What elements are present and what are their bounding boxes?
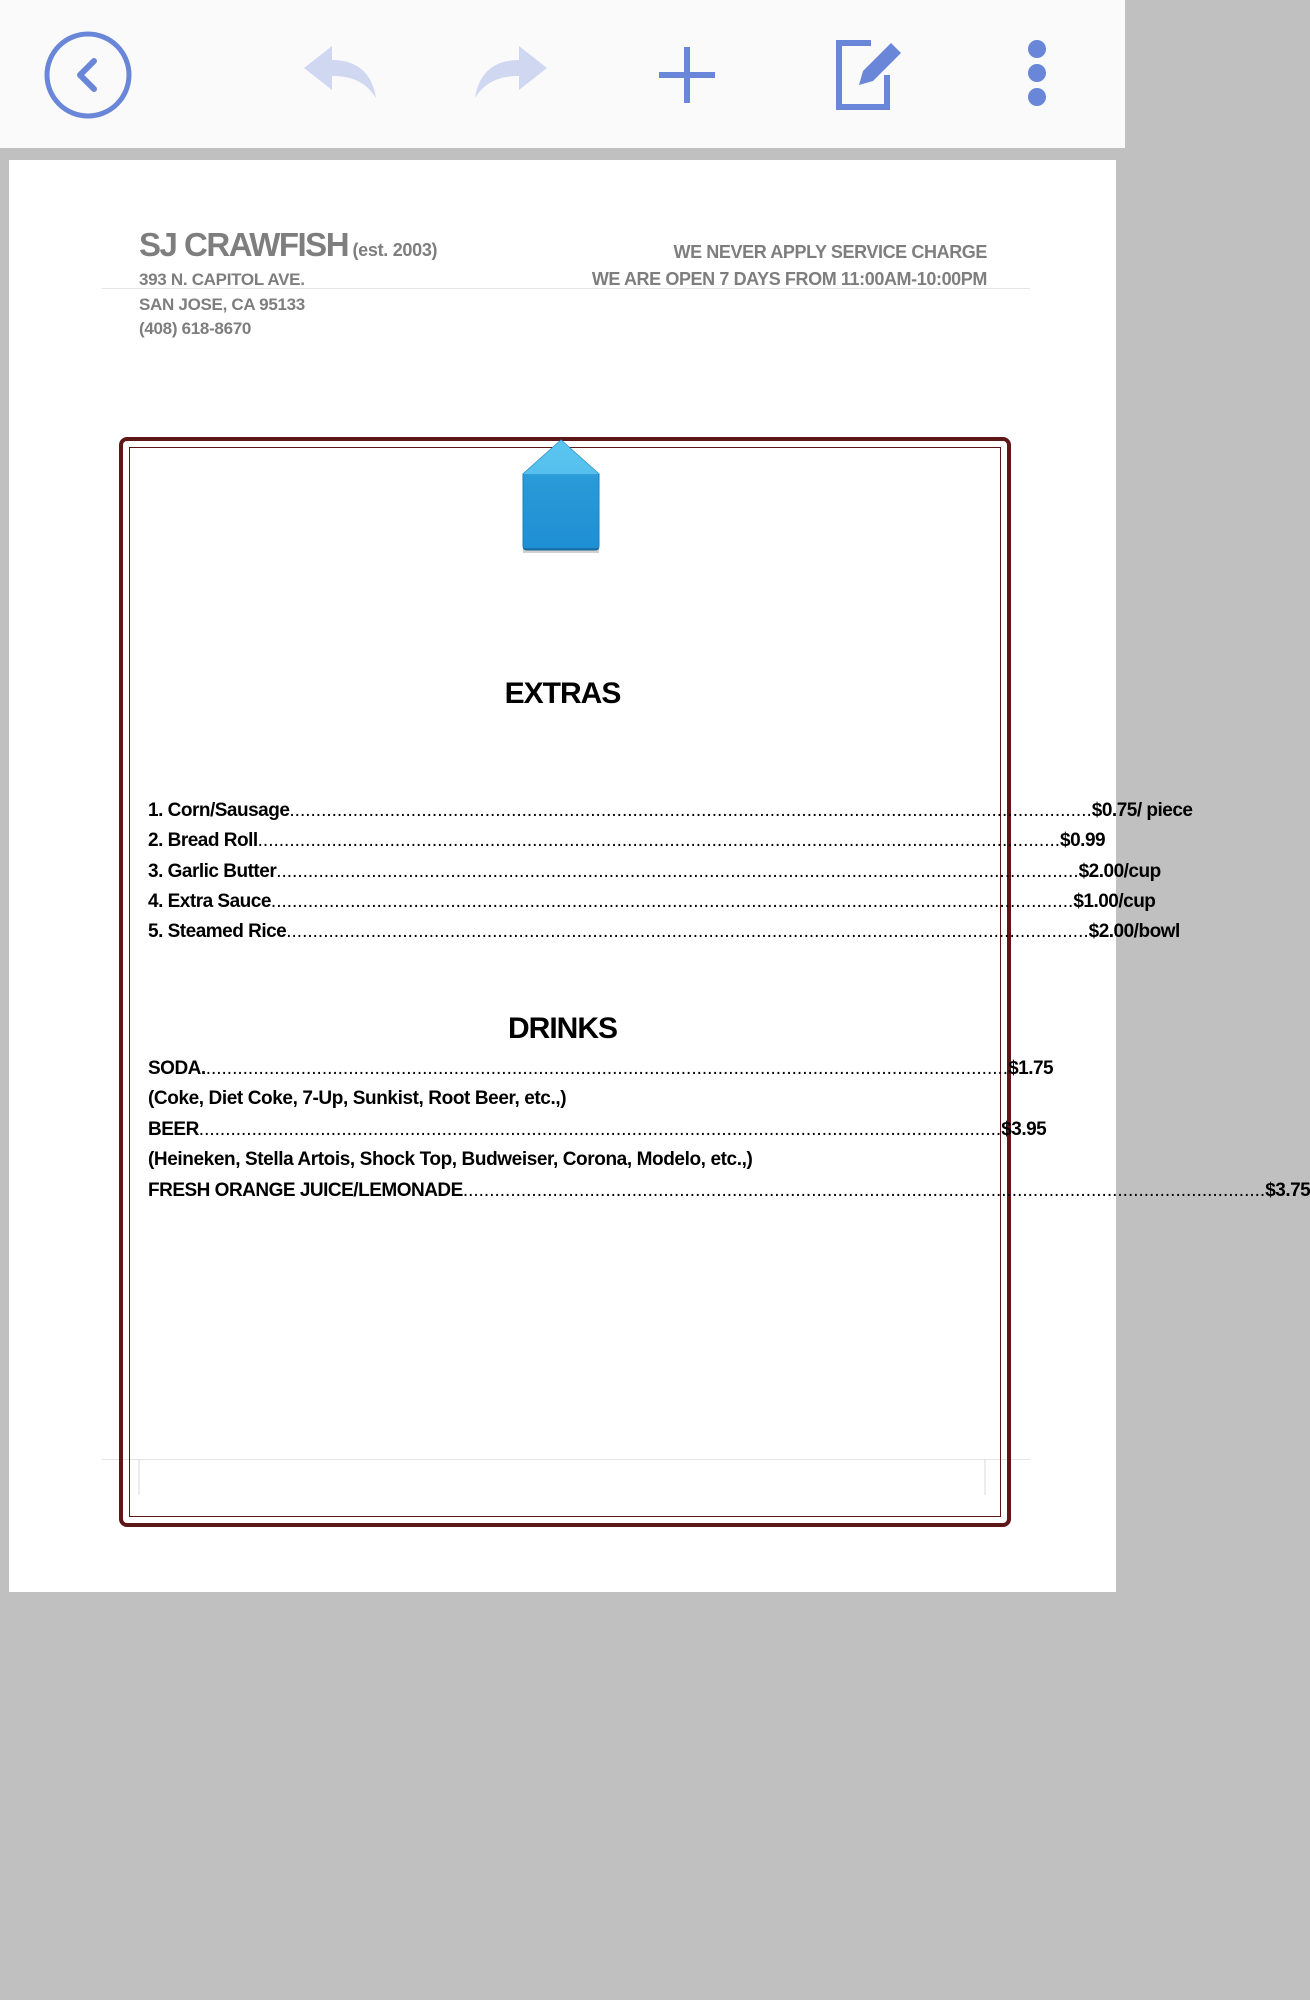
menu-item-price: $2.00/cup <box>1078 861 1161 882</box>
more-vertical-icon <box>1017 35 1057 115</box>
phone-line: (408) 618-8670 <box>139 319 252 338</box>
edit-button[interactable] <box>812 20 922 130</box>
plus-icon <box>652 40 722 110</box>
drinks-title: DRINKS <box>507 1012 617 1045</box>
redo-icon <box>467 40 557 110</box>
menu-item-price: $2.00/bowl <box>1088 921 1180 942</box>
top-toolbar <box>0 0 1125 148</box>
dot-leader: ........................................................................................................................................................ <box>276 861 1079 882</box>
more-button[interactable] <box>982 20 1092 130</box>
menu-item-row <box>148 921 1180 943</box>
circle-chevron-left-icon <box>42 29 134 121</box>
restaurant-title <box>139 226 437 264</box>
drink-row <box>148 1119 1047 1141</box>
drink-name: BEER <box>148 1119 199 1140</box>
drink-note: (Coke, Diet Coke, 7-Up, Sunkist, Root Beer, etc.,) <box>148 1088 567 1109</box>
document-page[interactable] <box>9 160 1310 1592</box>
dot-leader: ........................................................................................................................................................ <box>462 1180 1266 1201</box>
menu-item-name: 4. Extra Sauce <box>148 891 271 912</box>
service-charge-note: WE NEVER APPLY SERVICE CHARGE <box>673 242 987 262</box>
opening-hours-note: WE ARE OPEN 7 DAYS FROM 11:00AM-10:00PM <box>591 269 987 289</box>
restaurant-name: SJ CRAWFISH <box>139 226 349 263</box>
menu-item-name: 1. Corn/Sausage <box>148 800 290 821</box>
extras-title: EXTRAS <box>504 677 621 710</box>
drink-price: $3.75 <box>1265 1180 1310 1201</box>
menu-item-name: 2. Bread Roll <box>148 830 258 851</box>
undo-button[interactable] <box>284 20 394 130</box>
dot-leader: ........................................................................................................................................................ <box>289 800 1092 821</box>
drink-note: (Heineken, Stella Artois, Shock Top, Budweiser, Corona, Modelo, etc.,) <box>148 1149 753 1170</box>
redo-button[interactable] <box>457 20 567 130</box>
drink-price: $3.95 <box>1001 1119 1047 1140</box>
menu-item-name: 5. Steamed Rice <box>148 921 287 942</box>
menu-item-price: $0.99 <box>1060 830 1106 851</box>
back-button[interactable] <box>33 20 143 130</box>
dot-leader: ........................................................................................................................................................ <box>270 891 1074 912</box>
drink-row <box>148 1058 1054 1080</box>
edit-pencil-icon <box>827 35 907 115</box>
established-label: (est. 2003) <box>352 240 438 260</box>
menu-frame[interactable] <box>119 437 1011 1527</box>
menu-item-price: $0.75/ piece <box>1091 800 1193 821</box>
dot-leader: ........................................................................................................................................................ <box>198 1119 1002 1140</box>
menu-item-name: 3. Garlic Butter <box>148 861 277 882</box>
menu-item-row <box>148 891 1156 913</box>
undo-icon <box>294 40 384 110</box>
dot-leader: ........................................................................................................................................................ <box>286 921 1089 942</box>
dot-leader: ........................................................................................................................................................ <box>205 1058 1009 1079</box>
city-line: SAN JOSE, CA 95133 <box>139 295 305 314</box>
drink-name: SODA. <box>148 1058 206 1079</box>
add-button[interactable] <box>632 20 742 130</box>
address-line: 393 N. CAPITOL AVE. <box>139 270 305 289</box>
menu-item-row <box>148 800 1193 822</box>
selection-handle[interactable] <box>521 438 601 554</box>
drink-name: FRESH ORANGE JUICE/LEMONADE <box>148 1180 463 1201</box>
menu-frame-inner-border <box>129 447 1001 1517</box>
menu-item-row <box>148 861 1161 883</box>
menu-item-price: $1.00/cup <box>1073 891 1156 912</box>
dot-leader: ........................................................................................................................................................ <box>257 830 1061 851</box>
drink-price: $1.75 <box>1008 1058 1054 1079</box>
menu-item-row <box>148 830 1106 852</box>
drink-row <box>148 1180 1310 1202</box>
